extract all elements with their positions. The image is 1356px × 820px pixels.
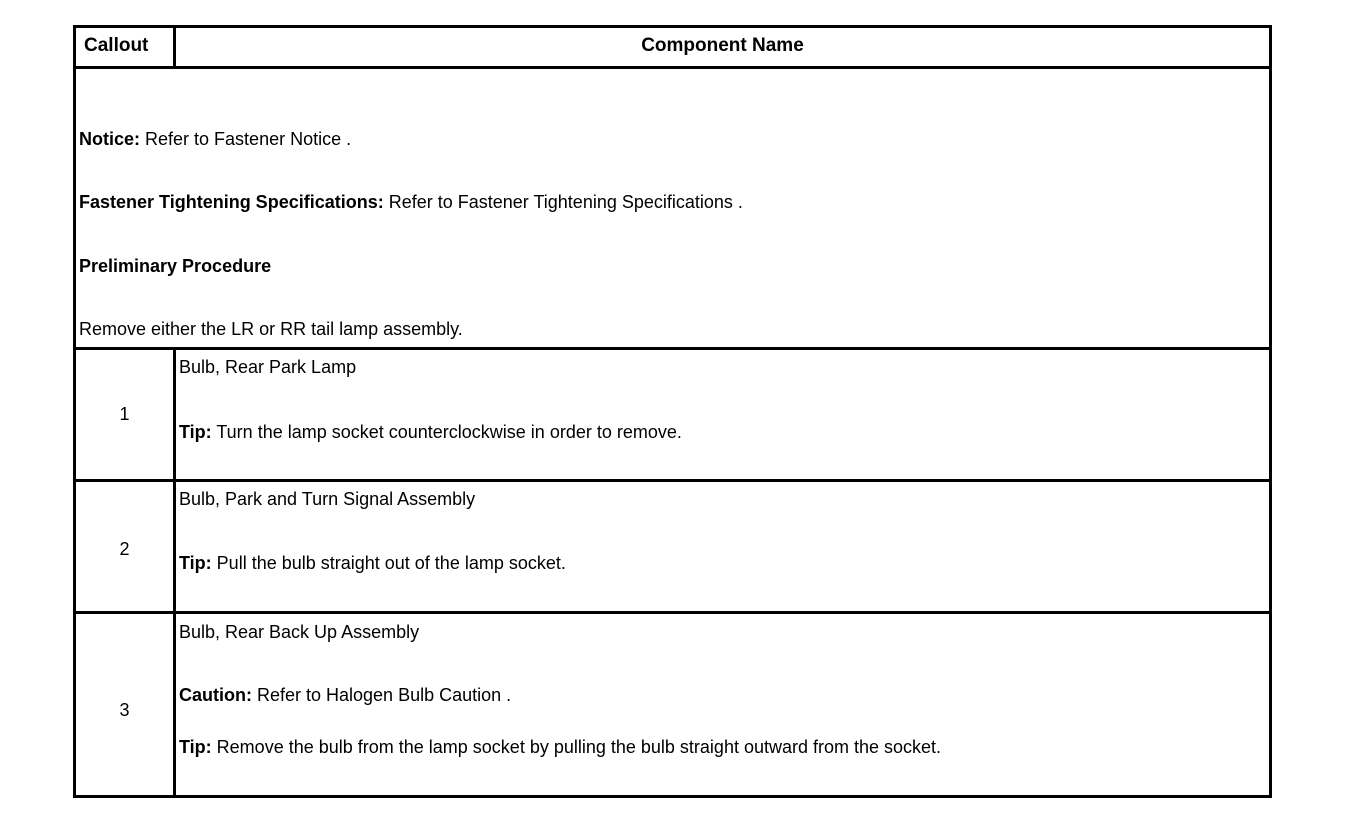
tip-text: Remove the bulb from the lamp socket by pulling the bulb straight outward from the socket. <box>211 737 942 757</box>
spec-line <box>79 191 743 213</box>
caution-link-text[interactable]: Refer to Halogen Bulb Caution . <box>251 685 512 705</box>
header-callout: Callout <box>84 35 149 56</box>
tip-text: Pull the bulb straight out of the lamp socket. <box>211 553 566 573</box>
row-divider <box>76 611 1269 614</box>
component-table <box>73 25 1272 798</box>
tip-line <box>179 736 941 758</box>
component-name: Bulb, Park and Turn Signal Assembly <box>179 489 476 509</box>
callout-number: 2 <box>119 539 130 559</box>
preliminary-heading: Preliminary Procedure <box>79 256 272 276</box>
tip-line <box>179 552 566 574</box>
tip-text: Turn the lamp socket counterclockwise in order to remove. <box>211 422 682 442</box>
notice-line <box>79 128 351 150</box>
callout-number: 1 <box>119 404 130 424</box>
tip-label: Tip: <box>179 553 212 573</box>
notice-link-text[interactable]: Refer to Fastener Notice . <box>140 129 352 149</box>
row-divider <box>76 347 1269 350</box>
component-name: Bulb, Rear Park Lamp <box>179 357 357 377</box>
notice-label: Notice: <box>79 129 141 149</box>
tip-label: Tip: <box>179 737 212 757</box>
header-component-name: Component Name <box>641 35 804 56</box>
tip-label: Tip: <box>179 422 212 442</box>
callout-number: 3 <box>119 700 130 720</box>
caution-line <box>179 684 511 706</box>
component-name: Bulb, Rear Back Up Assembly <box>179 622 420 642</box>
spec-label: Fastener Tightening Specifications: <box>79 192 384 212</box>
row-divider <box>76 66 1269 69</box>
column-divider <box>173 347 176 795</box>
tip-line <box>179 421 682 443</box>
caution-label: Caution: <box>179 685 252 705</box>
row-divider <box>76 479 1269 482</box>
preliminary-step: Remove either the LR or RR tail lamp assembly. <box>79 319 463 339</box>
spec-link-text[interactable]: Refer to Fastener Tightening Specifications . <box>383 192 743 212</box>
